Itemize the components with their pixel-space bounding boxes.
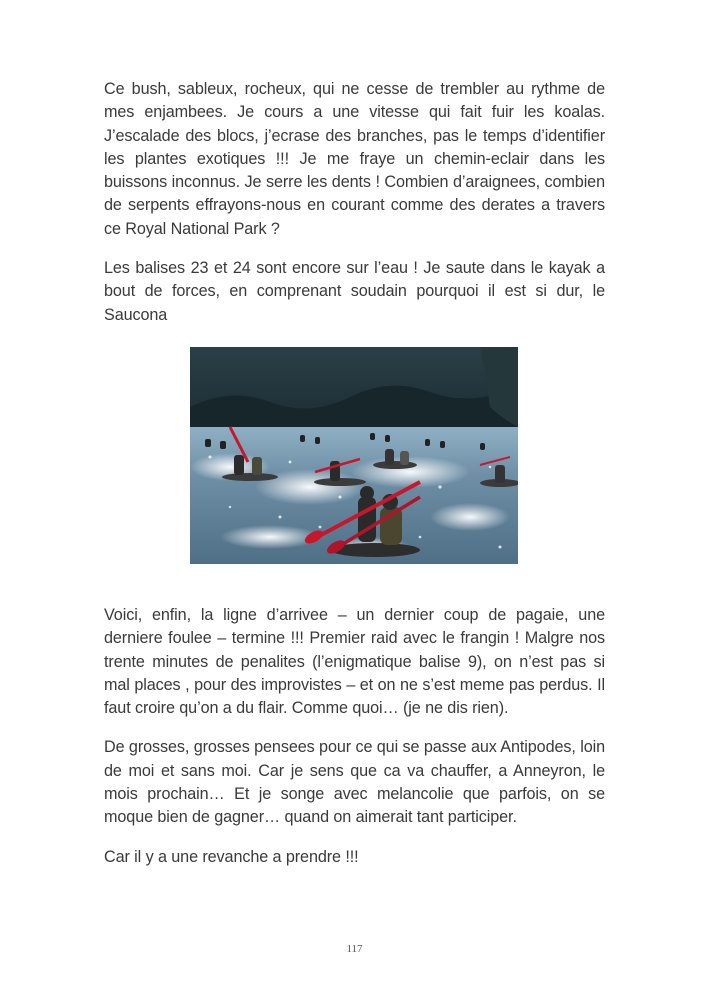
paragraph-balises: Les balises 23 et 24 sont encore sur l’eau ! Je saute dans le kayak a bout de forces, en comprenant soudain pourquoi il est si dur, le Saucona <box>104 259 605 324</box>
paragraph-revanche: Car il y a une revanche a prendre !!! <box>104 847 359 866</box>
paragraph-bush: Ce bush, sableux, rocheux, qui ne cesse de trembler au rythme de mes enjambees. Je cours a une vitesse qui fait fuir les koalas. J’escalade des blocs, j’ecrase des branches, pas le temps d’identifier les plantes exotiques !!! Je me fraye un chemin-eclair dans les buissons inconnus. Je serre les dents ! Combien d’araignees, combien de serpents effrayons-nous en courant comme des derates a travers ce Royal National Park ? <box>104 80 605 238</box>
page-number: 117 <box>346 943 363 955</box>
text-block-bottom <box>104 604 605 869</box>
kayak-race-photo <box>190 347 518 564</box>
paragraph-arrivee: Voici, enfin, la ligne d’arrivee – un dernier coup de pagaie, une derniere foulee – termine !!! Premier raid avec le frangin ! Malgre nos trente minutes de penalites (l’enigmatique balise 9), on n’est pas si mal places , pour des improvistes – et on ne s’est meme pas perdus. Il faut croire qu’on a du flair. Comme quoi… (je ne dis rien). <box>104 606 605 718</box>
paragraph-antipodes: De grosses, grosses pensees pour ce qui se passe aux Antipodes, loin de moi et sans moi. Car je sens que ca va chauffer, a Anneyron, le mois prochain… Et je songe avec melancolie que parfois, on se moque bien de gagner… quand on aimerait tant participer. <box>104 738 605 827</box>
text-block-top <box>104 78 605 327</box>
